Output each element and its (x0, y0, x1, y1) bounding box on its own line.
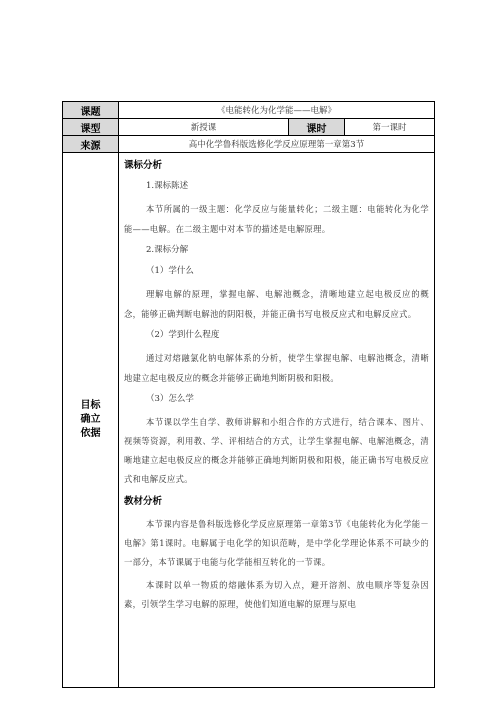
lesson-type-label: 课型 (63, 119, 119, 136)
objective-basis-label (63, 153, 119, 688)
row-objectives (63, 153, 435, 688)
topic-label: 课题 (63, 102, 119, 119)
textbook-analysis-text-1: 本节课内容是鲁科版选修化学反应原理第一章第3节《电能转化为化学能－电解》第1课时。电解属于电化学的知识范畴，是中学化学理论体系不可缺少的一部分，本节课属于电能与化学能相互转化的一节课。 (124, 519, 430, 567)
lesson-plan-table (62, 101, 435, 688)
source-value: 高中化学鲁科版选修化学反应原理第一章第3节 (119, 136, 435, 153)
row-lesson-type (63, 119, 435, 136)
learning-depth-text: 通过对熔融氯化钠电解体系的分析，使学生掌握电解、电解池概念，清晰地建立起电极反应的概念并能够正确地判断阴极和阳极。 (124, 353, 430, 383)
row-source (63, 136, 435, 153)
source-label: 来源 (63, 136, 119, 153)
side-label-line-1: 目标 (80, 400, 101, 411)
how-to-learn-text: 本节课以学生自学、教师讲解和小组合作的方式进行，结合课本、图片、视频等资源，利用教、学、评相结合的方式，让学生掌握电解、电解池概念，清晰地建立起电极反应的概念并能够正确地判断阴极和阳极，能正确书写电极反应式和电解反应式。 (124, 417, 430, 484)
textbook-analysis-text-2: 本课时以单一物质的熔融体系为切入点，避开溶剂、放电顺序等复杂因素，引领学生学习电解的原理，使他们知道电解的原理与原电 (124, 580, 430, 609)
lesson-type-value: 新授课 (119, 119, 289, 136)
topic-value: 《电能转化为化学能——电解》 (119, 102, 435, 119)
how-to-learn-heading: （3）怎么学 (146, 394, 194, 404)
lesson-plan-document (62, 101, 434, 688)
side-label-line-2: 确立 (80, 414, 101, 425)
curriculum-breakdown-heading: 2.课标分解 (146, 245, 189, 255)
what-to-learn-heading: （1）学什么 (146, 266, 194, 276)
curriculum-statement-heading: 1.课标陈述 (146, 181, 189, 191)
side-label-line-3: 依据 (80, 428, 101, 439)
objective-content (119, 153, 435, 688)
curriculum-analysis-heading: 课标分析 (124, 160, 163, 171)
period-value: 第一课时 (345, 119, 435, 136)
learning-depth-heading: （2）学到什么程度 (146, 330, 220, 340)
textbook-analysis-heading: 教材分析 (124, 496, 163, 507)
what-to-learn-text: 理解电解的原理，掌握电解、电解池概念，清晰地建立起电极反应的概念，能够正确判断电解池的阴阳极，并能正确书写电极反应式和电解反应式。 (124, 289, 430, 319)
curriculum-statement-text: 本节所属的一级主题：化学反应与能量转化；二级主题：电能转化为化学能——电解。在二级主题中对本节的描述是电解原理。 (124, 204, 430, 234)
period-label: 课时 (289, 119, 345, 136)
row-topic (63, 102, 435, 119)
